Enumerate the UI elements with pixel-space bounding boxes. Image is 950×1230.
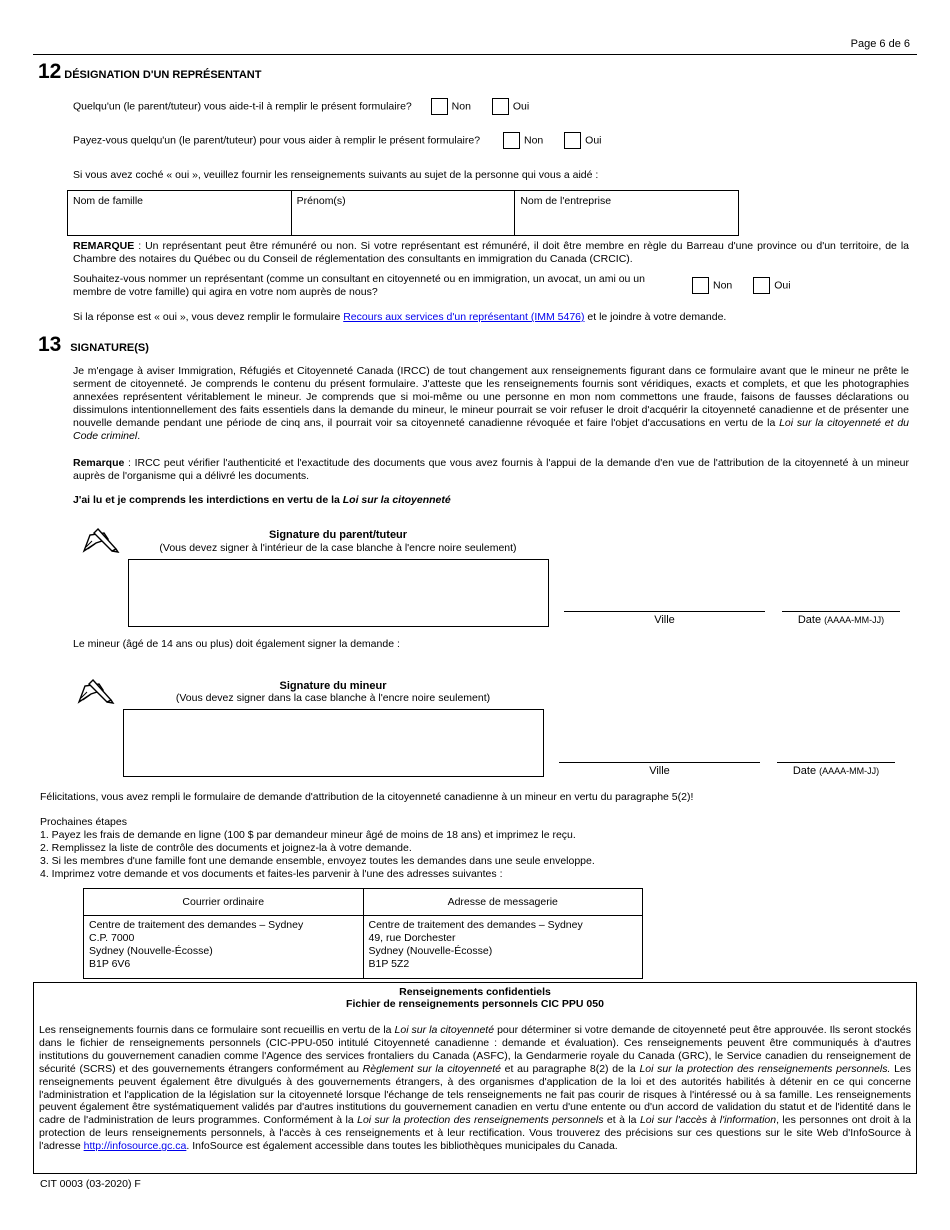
congratulations-text: Félicitations, vous avez rempli le formulaire de demande d'attribution de la citoyenneté canadienne à un mineur en vertu du paragraphe 5(2)! [40, 791, 694, 803]
remark-label: Remarque [73, 457, 125, 469]
parent-city-label: Ville [654, 614, 675, 626]
no-label: Non [451, 100, 471, 113]
no-label: Non [713, 279, 733, 292]
minor-signature-subtitle: (Vous devez signer dans la case blanche à l'encre noire seulement) [175, 692, 491, 704]
yes-label: Oui [512, 100, 530, 113]
privacy-segment: Les renseignements fournis dans ce formulaire sont recueillis en vertu de la [39, 1024, 395, 1036]
next-step-item: 2. Remplissez la liste de contrôle des documents et joignez-la à votre demande. [40, 842, 412, 854]
section-title: SIGNATURE(S) [70, 342, 149, 354]
helper-yes-checkbox[interactable] [492, 98, 509, 115]
last-name-label: Nom de famille [73, 195, 144, 207]
paid-yes-checkbox[interactable] [564, 132, 581, 149]
privacy-law: Loi sur l'accès à l'information [639, 1114, 777, 1127]
parent-date-label [782, 614, 900, 626]
next-steps [40, 816, 595, 881]
appoint-yes-checkbox[interactable] [753, 277, 770, 294]
minor-date-line[interactable] [777, 762, 895, 763]
yes-label: Oui [585, 134, 602, 147]
address-line: 49, rue Dorchester [368, 932, 456, 944]
parent-signature-box[interactable] [128, 559, 549, 627]
parent-signature-title: Signature du parent/tuteur [268, 529, 408, 541]
form-reference-end: et le joindre à votre demande. [584, 311, 727, 323]
privacy-segment: . InfoSource est également accessible dans toutes les bibliothèques municipales du Canada. [186, 1140, 618, 1153]
read-statement [73, 494, 451, 506]
appoint-no-checkbox[interactable] [692, 277, 709, 294]
parent-date-line[interactable] [782, 611, 900, 612]
question-label: Quelqu'un (le parent/tuteur) vous aide-t-il à remplir le présent formulaire? [73, 100, 412, 113]
privacy-notice-box [33, 982, 917, 1174]
date-label: Date [792, 765, 817, 777]
appoint-question: Souhaitez-vous nommer un représentant (comme un consultant en citoyenneté ou en immigration, un avocat, un ami ou un membre de votre famille) qui agira en votre nom auprès de nous? [73, 273, 645, 298]
section-title: DÉSIGNATION D'UN REPRÉSENTANT [64, 69, 262, 81]
note-label: REMARQUE [73, 240, 135, 252]
privacy-title: Renseignements confidentiels [399, 986, 551, 998]
privacy-law: Loi sur la protection des renseignements personnels. [639, 1062, 891, 1075]
privacy-law: Règlement sur la citoyenneté [362, 1062, 501, 1075]
top-divider [33, 54, 917, 55]
first-name-label: Prénom(s) [296, 195, 346, 207]
declaration-text: Je m'engage à aviser Immigration, Réfugiés et Citoyenneté Canada (IRCC) de tout changement aux renseignements figurant dans ce formulaire avant que le mineur ne prête le serment de citoyenneté. Je comprends le contenu du présent formulaire. J'atteste que les renseignements fournis sont véridiques, exacts et complets, et que les photographies annexées représentent véritablement le mineur. Je comprends que si moi-même ou une personne en mon nom commettons une fraude, faisons de fausses déclarations ou dissimulons intentionnellement des faits essentiels dans la demande du mineur, le mineur pourrait se voir refuser le droit d'acquérir la citoyenneté canadienne et de présenter une nouvelle demande pendant une période de cinq ans, il pourrait voir sa citoyenneté canadienne révoquée et faire l'objet d'accusations en vertu de la [73, 365, 909, 429]
infosource-link[interactable]: http://infosource.gc.ca [83, 1140, 187, 1153]
paid-no-checkbox[interactable] [503, 132, 520, 149]
minor-date-label [777, 765, 895, 777]
if-yes-instruction: Si vous avez coché « oui », veuillez fournir les renseignements suivants au sujet de la personne qui vous a aidé : [73, 169, 599, 181]
privacy-segment: pour déterminer si votre demande de citoyenneté peut être approuvée. Ils seront stockés dans le fichier de renseignements personnels (CIC-PPU-050 intitulé Citoyenneté canadienne : demande et évaluation). Ces renseignements peuvent être communiqués à d'autres institutions du gouvernement canadien comme l'Agence des services frontaliers du Canada (ASFC), la Gendarmerie royale du Canada (GRC), le Service canadien du renseignement de sécurité (SCRS) et des gouvernements étrangers conformément au [39, 1024, 911, 1075]
minor-city-line[interactable] [559, 762, 760, 763]
declaration-end: . [137, 430, 141, 442]
address-line: C.P. 7000 [89, 932, 135, 944]
form-reference-text: Si la réponse est « oui », vous devez remplir le formulaire [73, 311, 344, 323]
signing-pen-icon [77, 676, 115, 704]
privacy-segment: , les personnes ont droit à la protection de leurs renseignements personnels, à l'accès à ces renseignements et à leur rectification. Vous trouverez des précisions sur ces questions sur le site Web d'InfoSource à l'adresse [39, 1114, 911, 1153]
minor-note: Le mineur (âgé de 14 ans ou plus) doit également signer la demande : [73, 638, 400, 650]
question-label: Payez-vous quelqu'un (le parent/tuteur) pour vous aider à remplir le présent formulaire? [73, 134, 481, 147]
helper-no-checkbox[interactable] [431, 98, 448, 115]
remark-paragraph [73, 457, 909, 483]
date-label: Date [797, 614, 822, 626]
privacy-segment: et à la [603, 1114, 640, 1127]
imm5476-link[interactable]: Recours aux services d'un représentant (IMM 5476) [343, 311, 585, 323]
question-helper [73, 98, 529, 115]
appoint-options [686, 277, 791, 294]
courier-header: Adresse de messagerie [363, 889, 643, 916]
privacy-segment: et au paragraphe 8(2) de la [500, 1062, 640, 1075]
address-line: Sydney (Nouvelle-Écosse) [89, 945, 213, 957]
address-line: Sydney (Nouvelle-Écosse) [368, 945, 493, 957]
privacy-law: Loi sur la protection des renseignements personnels [357, 1114, 604, 1127]
representative-note [73, 240, 909, 266]
minor-signature-box[interactable] [123, 709, 544, 777]
address-line: B1P 5Z2 [368, 958, 410, 970]
next-step-item: 1. Payez les frais de demande en ligne (100 $ par demandeur mineur âgé de moins de 18 ans) et imprimez le reçu. [40, 829, 576, 841]
read-law: Loi sur la citoyenneté [342, 494, 451, 506]
read-text: J'ai lu et je comprends les interdictions en vertu de la [73, 494, 343, 506]
address-line: B1P 6V6 [89, 958, 131, 970]
privacy-subtitle: Fichier de renseignements personnels CIC PPU 050 [346, 998, 604, 1010]
address-line: Centre de traitement des demandes – Sydney [89, 919, 304, 931]
last-name-field[interactable] [68, 191, 292, 235]
section-12-heading [38, 60, 261, 84]
section-13-heading [38, 333, 149, 357]
parent-city-line[interactable] [564, 611, 765, 612]
first-name-field[interactable] [292, 191, 516, 235]
minor-city-label: Ville [649, 765, 670, 777]
remark-text: : IRCC peut vérifier l'authenticité et l'exactitude des documents que vous avez fournis à l'appui de la demande d'en vue de l'attribution de la citoyenneté à un mineur auprès de l'organisme qui a délivré les documents. [73, 457, 909, 482]
note-text: : Un représentant peut être rémunéré ou non. Si votre représentant est rémunéré, il doit être membre en règle du Barreau d'une province ou d'un territoire, de la Chambre des notaires du Québec ou du Conseil de réglementation des consultants en immigration du Canada (CRCIC). [73, 240, 909, 265]
address-line: Centre de traitement des demandes – Sydney [368, 919, 583, 931]
form-reference [73, 311, 726, 323]
yes-label: Oui [774, 279, 791, 292]
privacy-law: Loi sur la citoyenneté [394, 1024, 495, 1036]
privacy-segment: Les renseignements peuvent également être divulgués à des gouvernements étrangers, à des organismes d'application de la loi et des autorités habilités à détenir en ce qui concerne l'administration et l'application de la législation sur la citoyenneté lorsque l'échange de tels renseignements ne fait pas courir de risques à l'intéressé ou à sa famille. Les renseignements peuvent également être systématiquement validés par d'autres institutions du gouvernement canadien en vertu d'une entente ou d'un accord de validation du statut et de l'identité dans le cadre de l'administration de leurs programmes. Conformément à la [39, 1062, 912, 1127]
minor-signature-title: Signature du mineur [279, 680, 387, 692]
no-label: Non [523, 134, 544, 147]
courier-address [363, 916, 643, 979]
section-number: 12 [38, 60, 62, 83]
date-format: (AAAA-MM-JJ) [819, 766, 880, 776]
declaration-law: Loi sur la citoyenneté et du Code criminel [73, 417, 910, 442]
helper-name-fields [67, 190, 739, 236]
declaration-paragraph [73, 365, 909, 443]
section-number: 13 [38, 333, 62, 356]
question-paid [73, 132, 602, 149]
company-name-field[interactable] [515, 191, 738, 235]
regular-mail-header: Courrier ordinaire [84, 889, 364, 916]
mailing-addresses-table [83, 888, 643, 979]
next-step-item: 4. Imprimez votre demande et vos documents et faites-les parvenir à l'une des adresses suivantes : [40, 868, 503, 880]
privacy-text [39, 1024, 911, 1153]
page-number: Page 6 de 6 [850, 38, 910, 50]
parent-signature-subtitle: (Vous devez signer à l'intérieur de la case blanche à l'encre noire seulement) [159, 542, 517, 554]
signing-pen-icon [82, 525, 120, 553]
next-step-item: 3. Si les membres d'une famille font une demande ensemble, envoyez toutes les demandes dans une seule enveloppe. [40, 855, 595, 867]
company-label: Nom de l'entreprise [520, 195, 612, 207]
regular-mail-address [84, 916, 364, 979]
date-format: (AAAA-MM-JJ) [824, 615, 885, 625]
next-steps-title: Prochaines étapes [40, 816, 127, 828]
form-code: CIT 0003 (03-2020) F [40, 1178, 141, 1190]
